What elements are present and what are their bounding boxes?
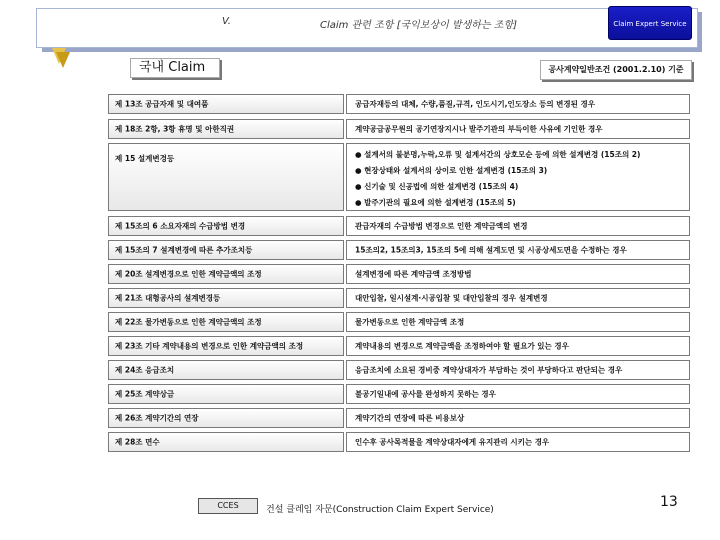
table-row bbox=[108, 143, 690, 211]
clause-cell bbox=[108, 288, 344, 308]
decorative-arrow-icon bbox=[56, 52, 70, 68]
section-label: 국내 Claim bbox=[130, 58, 220, 78]
description-cell bbox=[346, 94, 690, 114]
clause-label: 제 13조 공급자재 및 대여품 bbox=[115, 99, 209, 109]
clause-cell bbox=[108, 360, 344, 380]
description-line: ● 신기술 및 신공법에 의한 설계변경 (15조의 4) bbox=[355, 182, 519, 191]
description-cell bbox=[346, 384, 690, 404]
clause-cell bbox=[108, 384, 344, 404]
table-row bbox=[108, 312, 690, 332]
table-row bbox=[108, 94, 690, 114]
description-text: 공급자재등의 대체, 수량,품질,규격, 인도시기,인도장소 등의 변경된 경우 bbox=[355, 99, 596, 109]
clause-label: 제 15조의 6 소요자재의 수급방법 변경 bbox=[115, 221, 246, 231]
description-cell bbox=[346, 336, 690, 356]
description-line: ● 설계서의 불분명,누락,오류 및 설계서간의 상호모순 등에 의한 설계변경 (15조의 2) bbox=[355, 150, 641, 159]
clause-cell bbox=[108, 312, 344, 332]
description-cell bbox=[346, 240, 690, 260]
description-cell bbox=[346, 432, 690, 452]
table-row bbox=[108, 119, 690, 139]
description-text: 계약내용의 변경으로 계약금액을 조정하여야 할 필요가 있는 경우 bbox=[355, 341, 569, 351]
page-title: Claim 관련 조항 [국익보상이 발생하는 조항] bbox=[320, 20, 518, 31]
table-row bbox=[108, 360, 690, 380]
description-text: 설계변경에 따른 계약금액 조정방법 bbox=[355, 269, 472, 279]
table-row bbox=[108, 288, 690, 308]
clause-cell bbox=[108, 216, 344, 236]
page-number: 13 bbox=[660, 494, 678, 510]
description-text: 불공기일내에 공사를 완성하지 못하는 경우 bbox=[355, 389, 496, 399]
description-text: 응급조치에 소요된 경비중 계약상대자가 부담하는 것이 부당하다고 판단되는 경우 bbox=[355, 365, 623, 375]
table-row bbox=[108, 384, 690, 404]
clause-cell bbox=[108, 240, 344, 260]
table-row bbox=[108, 264, 690, 284]
clause-label: 제 24조 응급조치 bbox=[115, 365, 175, 375]
description-text: 계약공급공무원의 공기연장지시나 발주기관의 부득이한 사유에 기인한 경우 bbox=[355, 124, 603, 134]
clause-label: 제 22조 물가변동으로 인한 계약금액의 조정 bbox=[115, 317, 262, 327]
claim-expert-service-badge: Claim Expert Service bbox=[608, 6, 692, 40]
table-row bbox=[108, 336, 690, 356]
description-text: 관급자재의 수급방법 변경으로 인한 계약금액의 변경 bbox=[355, 221, 528, 231]
table-row bbox=[108, 216, 690, 236]
clause-cell bbox=[108, 143, 344, 211]
description-cell bbox=[346, 408, 690, 428]
description-text: 물가변동으로 인한 계약금액 조정 bbox=[355, 317, 465, 327]
description-cell bbox=[346, 312, 690, 332]
clause-cell bbox=[108, 94, 344, 114]
table-row bbox=[108, 408, 690, 428]
description-cell bbox=[346, 360, 690, 380]
description-cell bbox=[346, 143, 690, 211]
description-cell bbox=[346, 216, 690, 236]
footer-text: 건설 클레임 자문(Construction Claim Expert Service) bbox=[266, 505, 494, 515]
clause-label: 제 21조 대형공사의 설계변경등 bbox=[115, 293, 221, 303]
clause-label: 제 15조의 7 설계변경에 따른 추가조치등 bbox=[115, 245, 253, 255]
standard-caption: 공사계약일반조건 (2001.2.10) 기준 bbox=[540, 60, 692, 80]
clause-cell bbox=[108, 408, 344, 428]
description-cell bbox=[346, 119, 690, 139]
clause-label: 제 20조 설계변경으로 인한 계약금액의 조정 bbox=[115, 269, 262, 279]
clause-label: 제 26조 계약기간의 연장 bbox=[115, 413, 199, 423]
clause-cell bbox=[108, 432, 344, 452]
description-text: 대안입찰, 일시설계·시공입찰 및 대안입찰의 경우 설계변경 bbox=[355, 293, 548, 303]
section-number: V. bbox=[222, 16, 231, 27]
clause-label: 제 18조 2항, 3항 휴명 및 아한직권 bbox=[115, 124, 235, 134]
clause-label: 제 25조 계약상금 bbox=[115, 389, 175, 399]
description-line: ● 현장상태와 설계서의 상이로 인한 설계변경 (15조의 3) bbox=[355, 166, 548, 175]
description-cell bbox=[346, 288, 690, 308]
description-cell bbox=[346, 264, 690, 284]
clause-label: 제 28조 면수 bbox=[115, 437, 160, 447]
table-row bbox=[108, 240, 690, 260]
description-text: 인수후 공사목적물을 계약상대자에게 유지관리 시키는 경우 bbox=[355, 437, 550, 447]
description-line: ● 발주기관의 필요에 의한 설계변경 (15조의 5) bbox=[355, 198, 516, 207]
clause-label: 제 23조 기타 계약내용의 변경으로 인한 계약금액의 조정 bbox=[115, 341, 304, 351]
description-text: 15조의2, 15조의3, 15조의 5에 의해 설계도면 및 시공상세도면을 수정하는 경우 bbox=[355, 245, 627, 255]
description-text: 계약기간의 연장에 따른 비용보상 bbox=[355, 413, 465, 423]
clause-cell bbox=[108, 336, 344, 356]
clause-cell bbox=[108, 119, 344, 139]
clause-cell bbox=[108, 264, 344, 284]
footer-badge: CCES bbox=[198, 498, 258, 514]
table-row bbox=[108, 432, 690, 452]
clause-label: 제 15 설계변경등 bbox=[115, 154, 175, 163]
